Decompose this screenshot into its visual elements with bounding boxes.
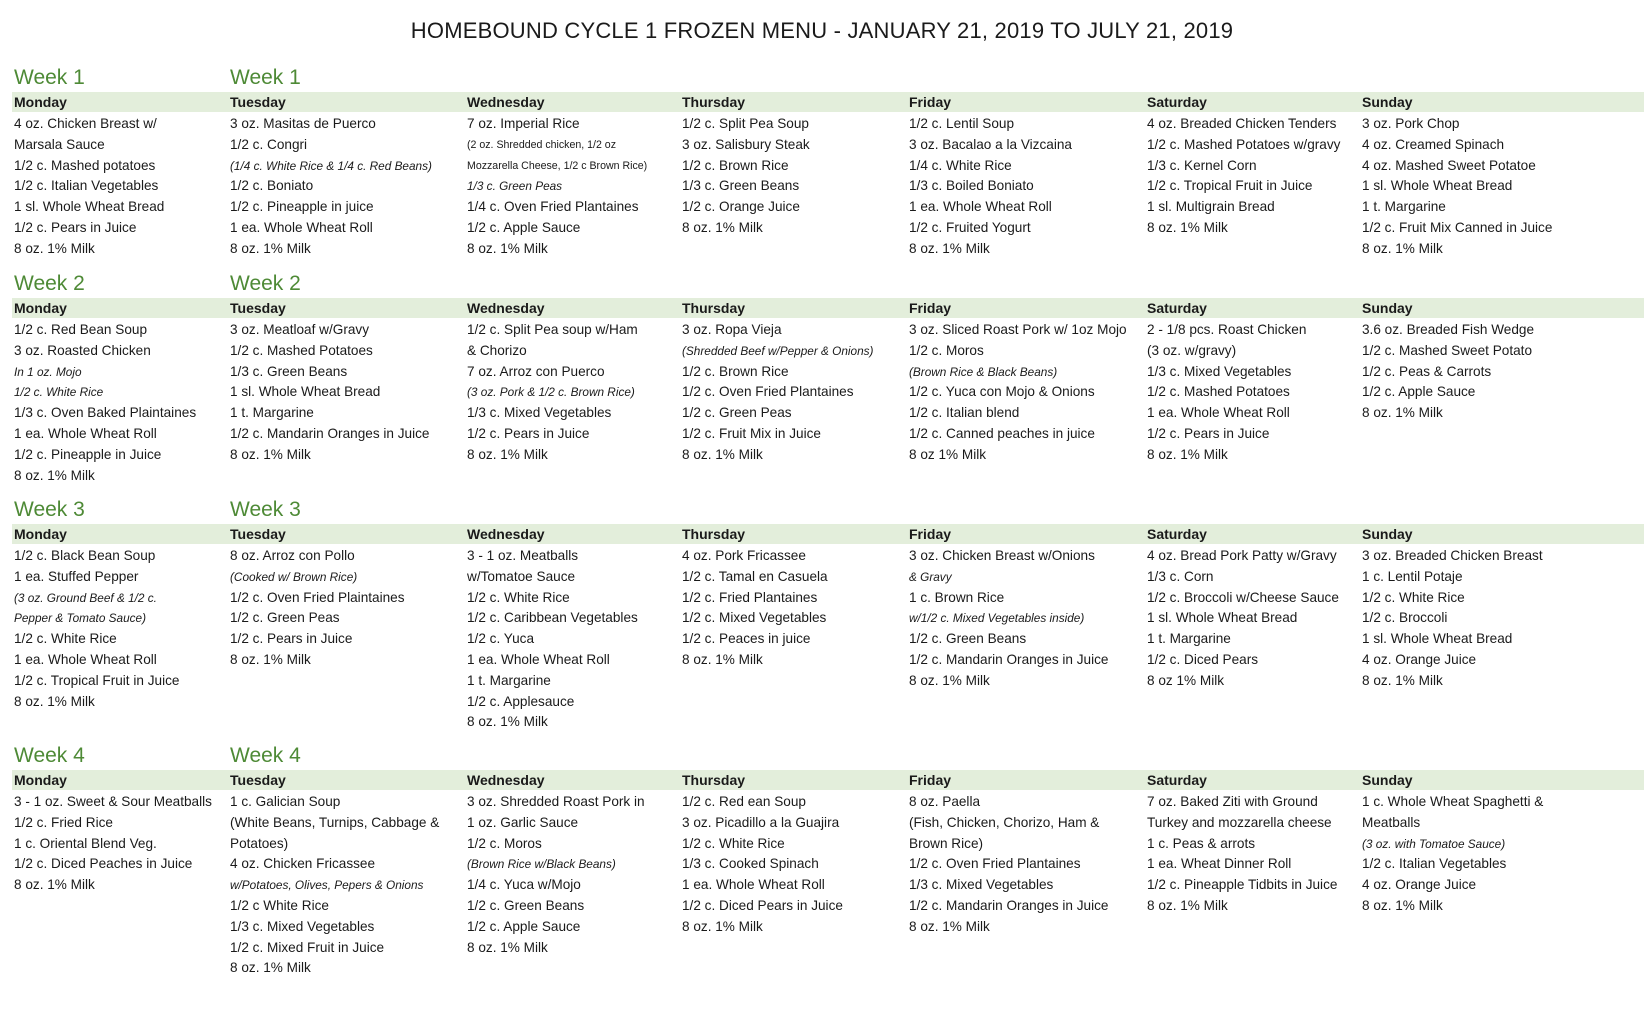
- menu-item: 4 oz. Orange Juice: [1362, 877, 1477, 893]
- menu-item: 1/2 c. Diced Pears in Juice: [682, 897, 843, 913]
- menu-item: 1/3 c. Cooked Spinach: [682, 856, 819, 872]
- menu-item: 1/2 c. Pears in Juice: [230, 631, 353, 647]
- meal-column: [14, 546, 254, 712]
- day-header: Monday: [14, 300, 67, 316]
- day-header: Thursday: [682, 772, 746, 788]
- menu-item: 1/2 c. Yuca con Mojo & Onions: [909, 384, 1095, 400]
- day-header: Tuesday: [230, 300, 286, 316]
- meal-column: [909, 792, 1149, 938]
- meal-column: [14, 114, 254, 260]
- menu-item: Mozzarella Cheese, 1/2 c Brown Rice): [467, 159, 648, 172]
- menu-item: 8 oz. 1% Milk: [909, 918, 990, 934]
- menu-item: 1/2 c. Pears in Juice: [1147, 425, 1270, 441]
- menu-item: 1 ea. Whole Wheat Roll: [230, 219, 373, 235]
- week-label: Week 4: [230, 744, 301, 767]
- menu-item: 8 oz. 1% Milk: [14, 693, 95, 709]
- menu-item: 1/2 c. Fried Plantaines: [682, 589, 818, 605]
- menu-item: 1/2 c. Pineapple in Juice: [14, 446, 162, 462]
- menu-item: (2 oz. Shredded chicken, 1/2 oz: [467, 138, 616, 151]
- menu-item: (White Beans, Turnips, Cabbage &: [230, 814, 440, 830]
- menu-item: 1 ea. Wheat Dinner Roll: [1147, 856, 1292, 872]
- day-header: Thursday: [682, 300, 746, 316]
- menu-item: 3 oz. Shredded Roast Pork in: [467, 794, 645, 809]
- menu-item: 1 sl. Whole Wheat Bread: [1362, 178, 1513, 194]
- day-header: Monday: [14, 94, 67, 110]
- menu-item: 1/2 c. Brown Rice: [682, 157, 789, 173]
- menu-item: 1/2 c. Mandarin Oranges in Juice: [909, 651, 1109, 667]
- menu-item: 3 oz. Picadillo a la Guajira: [682, 814, 840, 830]
- menu-item: 2 - 1/8 pcs. Roast Chicken: [1147, 322, 1307, 337]
- menu-item: 8 oz. Paella: [909, 794, 981, 809]
- menu-item: 1 sl. Whole Wheat Bread: [1362, 631, 1513, 647]
- menu-item: (Brown Rice w/Black Beans): [467, 857, 616, 872]
- meal-column: [467, 546, 707, 733]
- menu-item: 1/4 c. Yuca w/Mojo: [467, 877, 581, 893]
- menu-item: 1 c. Peas & arrots: [1147, 835, 1256, 851]
- menu-item: 4 oz. Orange Juice: [1362, 651, 1477, 667]
- menu-item: 3 oz. Pork Chop: [1362, 116, 1460, 131]
- menu-item: 3 oz. Meatloaf w/Gravy: [230, 322, 370, 337]
- menu-item: 1/2 c. White Rice: [682, 835, 785, 851]
- menu-item: 1/2 c. Broccoli: [1362, 610, 1448, 626]
- menu-item: 3 oz. Bacalao a la Vizcaina: [909, 136, 1072, 152]
- menu-item: (1/4 c. White Rice & 1/4 c. Red Beans): [230, 158, 432, 173]
- menu-item: 4 oz. Creamed Spinach: [1362, 136, 1505, 152]
- meal-column: [230, 320, 470, 466]
- menu-item: 1/2 c. Yuca: [467, 631, 535, 647]
- menu-item: 8 oz. 1% Milk: [1362, 405, 1443, 421]
- menu-item: 1/2 c. Mixed Fruit in Juice: [230, 939, 385, 955]
- menu-item: 1/3 c. Mixed Vegetables: [909, 877, 1054, 893]
- day-header: Tuesday: [230, 772, 286, 788]
- menu-item: Brown Rice): [909, 835, 984, 851]
- meal-column: [682, 114, 922, 239]
- meal-column: [1147, 546, 1387, 692]
- menu-item: 1/2 c White Rice: [230, 897, 329, 913]
- menu-item: Turkey and mozzarella cheese: [1147, 814, 1332, 830]
- menu-item: 1 ea. Whole Wheat Roll: [682, 877, 825, 893]
- menu-item: 3 - 1 oz. Meatballs: [467, 548, 579, 563]
- day-header: Friday: [909, 772, 952, 788]
- menu-item: 1/2 c. Mashed Potatoes: [230, 342, 373, 358]
- menu-item: 1/2 c. Fried Rice: [14, 814, 113, 830]
- meal-column: [1147, 792, 1387, 917]
- menu-item: 8 oz. 1% Milk: [230, 446, 311, 462]
- menu-item: 1/2 c. Diced Peaches in Juice: [14, 856, 193, 872]
- meal-column: [682, 546, 922, 671]
- meal-column: [467, 114, 707, 260]
- menu-item: (Fish, Chicken, Chorizo, Ham &: [909, 814, 1100, 830]
- menu-item: 8 oz. 1% Milk: [682, 651, 763, 667]
- menu-item: 1/2 c. Apple Sauce: [467, 219, 581, 235]
- menu-item: 1/2 c. Fruited Yogurt: [909, 219, 1031, 235]
- menu-item: 1/2 c. Fruit Mix Canned in Juice: [1362, 219, 1553, 235]
- meal-column: [909, 320, 1149, 466]
- menu-item: 1/3 c. Green Beans: [230, 363, 348, 379]
- meal-column: [909, 546, 1149, 692]
- menu-item: 1 sl. Whole Wheat Bread: [1147, 610, 1298, 626]
- day-header: Friday: [909, 94, 952, 110]
- menu-item: 1 ea. Whole Wheat Roll: [467, 651, 610, 667]
- menu-item: 1/2 c. White Rice: [14, 631, 117, 647]
- menu-item: 1/2 c. White Rice: [1362, 589, 1465, 605]
- menu-item: 8 oz. 1% Milk: [230, 651, 311, 667]
- menu-item: 1/2 c. Green Beans: [909, 631, 1027, 647]
- menu-item: 1 ea. Whole Wheat Roll: [14, 651, 157, 667]
- menu-item: 1/3 c. Green Beans: [682, 178, 800, 194]
- menu-item: 4 oz. Breaded Chicken Tenders: [1147, 116, 1337, 131]
- menu-item: 1/3 c. Mixed Vegetables: [467, 405, 612, 421]
- menu-item: 1/2 c. Peas & Carrots: [1362, 363, 1492, 379]
- menu-item: 3 oz. Roasted Chicken: [14, 342, 151, 358]
- menu-item: (Cooked w/ Brown Rice): [230, 569, 358, 584]
- menu-item: 1/2 c. Lentil Soup: [909, 116, 1015, 131]
- menu-item: 1 c. Oriental Blend Veg.: [14, 835, 157, 851]
- menu-item: 1/2 c. Oven Fried Plaintaines: [230, 589, 405, 605]
- menu-item: 1/2 c. Mashed Potatoes w/gravy: [1147, 136, 1341, 152]
- menu-item: 1/4 c. Oven Fried Plantaines: [467, 199, 639, 215]
- menu-item: 1 ea. Whole Wheat Roll: [909, 199, 1052, 215]
- menu-item: 8 oz. 1% Milk: [467, 714, 548, 730]
- menu-item: 1/2 c. Pineapple Tidbits in Juice: [1147, 877, 1338, 893]
- menu-item: 1/2 c. Black Bean Soup: [14, 548, 156, 563]
- menu-item: 7 oz. Baked Ziti with Ground: [1147, 794, 1318, 809]
- meal-column: [682, 320, 922, 466]
- menu-item: 1/2 c. Moros: [467, 835, 542, 851]
- menu-item: 8 oz. 1% Milk: [682, 446, 763, 462]
- menu-item: 1 sl. Whole Wheat Bread: [230, 384, 381, 400]
- menu-item: 1/2 c. White Rice: [467, 589, 570, 605]
- menu-item: 8 oz 1% Milk: [909, 446, 987, 462]
- menu-item: 3 - 1 oz. Sweet & Sour Meatballs: [14, 794, 212, 809]
- menu-item: 1 c. Whole Wheat Spaghetti &: [1362, 794, 1544, 809]
- menu-item: 1 t. Margarine: [467, 672, 551, 688]
- menu-item: 4 oz. Chicken Fricassee: [230, 856, 376, 872]
- menu-item: & Chorizo: [467, 342, 527, 358]
- menu-item: 1 c. Brown Rice: [909, 589, 1005, 605]
- menu-item: 1 t. Margarine: [1362, 199, 1446, 215]
- menu-item: 1/2 c. Green Peas: [682, 405, 792, 421]
- menu-item: 1/2 c. Pineapple in juice: [230, 199, 374, 215]
- menu-item: 8 oz. 1% Milk: [909, 240, 990, 256]
- menu-item: 8 oz 1% Milk: [1147, 672, 1225, 688]
- menu-item: 1/2 c. Split Pea Soup: [682, 116, 809, 131]
- menu-item: 4 oz. Chicken Breast w/: [14, 116, 157, 131]
- menu-item: 1/3 c. Oven Baked Plaintaines: [14, 405, 197, 421]
- day-header: Wednesday: [467, 300, 545, 316]
- meal-column: [1362, 114, 1602, 260]
- menu-item: 1/2 c. Peaces in juice: [682, 631, 811, 647]
- meal-column: [1147, 320, 1387, 466]
- menu-item: 1/2 c. Orange Juice: [682, 199, 800, 215]
- menu-item: 1/2 c. Mixed Vegetables: [682, 610, 827, 626]
- menu-item: w/Tomatoe Sauce: [467, 568, 576, 584]
- menu-item: 7 oz. Arroz con Puerco: [467, 363, 605, 379]
- meal-column: [1147, 114, 1387, 239]
- menu-item: (3 oz. Pork & 1/2 c. Brown Rice): [467, 385, 635, 400]
- menu-item: 3 oz. Salisbury Steak: [682, 136, 810, 152]
- meal-column: [14, 792, 254, 896]
- day-header: Sunday: [1362, 300, 1413, 316]
- day-header: Thursday: [682, 526, 746, 542]
- menu-item: 1/2 c. Moros: [909, 342, 984, 358]
- menu-item: w/1/2 c. Mixed Vegetables inside): [909, 611, 1085, 626]
- menu-item: 1/2 c. Tropical Fruit in Juice: [1147, 178, 1313, 194]
- menu-item: 1/2 c. Pears in Juice: [14, 219, 137, 235]
- menu-item: 1/2 c. Congri: [230, 136, 308, 152]
- menu-item: 8 oz. 1% Milk: [467, 240, 548, 256]
- menu-item: 1/3 c. Boiled Boniato: [909, 178, 1034, 194]
- day-header: Friday: [909, 526, 952, 542]
- menu-item: 1 sl. Whole Wheat Bread: [14, 199, 165, 215]
- menu-item: In 1 oz. Mojo: [14, 364, 82, 379]
- menu-item: 1/3 c. Mixed Vegetables: [230, 918, 375, 934]
- menu-item: 8 oz. 1% Milk: [1147, 897, 1228, 913]
- menu-item: (Shredded Beef w/Pepper & Onions): [682, 343, 874, 358]
- week-label: Week 3: [230, 498, 301, 521]
- menu-item: 1/3 c. Kernel Corn: [1147, 157, 1257, 173]
- menu-item: 1/2 c. Apple Sauce: [467, 918, 581, 934]
- menu-item: 8 oz. 1% Milk: [1147, 219, 1228, 235]
- menu-item: 8 oz. 1% Milk: [467, 939, 548, 955]
- menu-item: 8 oz. 1% Milk: [1362, 240, 1443, 256]
- menu-item: 3 oz. Breaded Chicken Breast: [1362, 548, 1543, 563]
- day-header: Tuesday: [230, 526, 286, 542]
- day-header: Saturday: [1147, 526, 1207, 542]
- menu-item: 1/2 c. Oven Fried Plantaines: [682, 384, 854, 400]
- menu-item: 3 oz. Masitas de Puerco: [230, 116, 376, 131]
- menu-item: (Brown Rice & Black Beans): [909, 364, 1058, 379]
- menu-item: 4 oz. Pork Fricassee: [682, 548, 806, 563]
- menu-item: 1 c. Lentil Potaje: [1362, 568, 1463, 584]
- day-header: Wednesday: [467, 94, 545, 110]
- day-header: Sunday: [1362, 94, 1413, 110]
- menu-item: 8 oz. 1% Milk: [1362, 672, 1443, 688]
- menu-item: 1/2 c. Brown Rice: [682, 363, 789, 379]
- menu-item: 1/2 c. Diced Pears: [1147, 651, 1259, 667]
- day-header: Wednesday: [467, 772, 545, 788]
- menu-item: 1/2 c. Green Peas: [230, 610, 340, 626]
- menu-item: 3 oz. Sliced Roast Pork w/ 1oz Mojo: [909, 322, 1127, 337]
- meal-column: [1362, 792, 1602, 917]
- menu-item: 1/2 c. Mashed Potatoes: [1147, 384, 1290, 400]
- menu-item: 8 oz. 1% Milk: [230, 960, 311, 976]
- week-label: Week 1: [14, 66, 85, 89]
- menu-item: 1/2 c. Italian blend: [909, 405, 1020, 421]
- menu-item: (3 oz. Ground Beef & 1/2 c.: [14, 590, 157, 605]
- day-header: Thursday: [682, 94, 746, 110]
- menu-item: 8 oz. 1% Milk: [909, 672, 990, 688]
- day-header: Monday: [14, 772, 67, 788]
- menu-item: 1/2 c. Tropical Fruit in Juice: [14, 672, 180, 688]
- menu-item: 1 ea. Whole Wheat Roll: [14, 425, 157, 441]
- day-header: Saturday: [1147, 94, 1207, 110]
- menu-item: 1/2 c. Broccoli w/Cheese Sauce: [1147, 589, 1339, 605]
- week-label: Week 4: [14, 744, 85, 767]
- menu-item: Potatoes): [230, 835, 289, 851]
- menu-item: 1/2 c. Tamal en Casuela: [682, 568, 828, 584]
- menu-item: 3.6 oz. Breaded Fish Wedge: [1362, 322, 1535, 337]
- week-label: Week 1: [230, 66, 301, 89]
- menu-item: 7 oz. Imperial Rice: [467, 116, 580, 131]
- menu-item: (3 oz. with Tomatoe Sauce): [1362, 836, 1506, 851]
- menu-item: 1/2 c. Split Pea soup w/Ham: [467, 322, 638, 337]
- menu-item: 1/3 c. Mixed Vegetables: [1147, 363, 1292, 379]
- day-header: Sunday: [1362, 772, 1413, 788]
- day-header: Friday: [909, 300, 952, 316]
- menu-item: Pepper & Tomato Sauce): [14, 611, 147, 626]
- menu-item: 8 oz. 1% Milk: [682, 219, 763, 235]
- menu-item: 1/2 c. White Rice: [14, 385, 104, 400]
- meal-column: [230, 792, 470, 979]
- menu-item: 1/2 c. Oven Fried Plantaines: [909, 856, 1081, 872]
- menu-item: 1/2 c. Mashed potatoes: [14, 157, 156, 173]
- menu-item: 1/2 c. Applesauce: [467, 693, 575, 709]
- menu-item: 1/2 c. Boniato: [230, 178, 314, 194]
- menu-item: (3 oz. w/gravy): [1147, 342, 1237, 358]
- week-label: Week 3: [14, 498, 85, 521]
- menu-item: 1/2 c. Apple Sauce: [1362, 384, 1476, 400]
- meal-column: [230, 546, 470, 671]
- menu-item: & Gravy: [909, 569, 952, 584]
- menu-item: 1/4 c. White Rice: [909, 157, 1012, 173]
- menu-item: 1/2 c. Mashed Sweet Potato: [1362, 342, 1533, 358]
- menu-item: 1/2 c. Red Bean Soup: [14, 322, 148, 337]
- menu-item: 1/2 c. Pears in Juice: [467, 425, 590, 441]
- day-header: Saturday: [1147, 772, 1207, 788]
- menu-item: 1/2 c. Red ean Soup: [682, 794, 806, 809]
- menu-item: 1 ea. Whole Wheat Roll: [1147, 405, 1290, 421]
- menu-item: 1/2 c. Canned peaches in juice: [909, 425, 1095, 441]
- week-label: Week 2: [14, 272, 85, 295]
- meal-column: [1362, 546, 1602, 692]
- menu-item: 1 t. Margarine: [230, 405, 314, 421]
- menu-item: 1 oz. Garlic Sauce: [467, 814, 579, 830]
- menu-item: 1/2 c. Mandarin Oranges in Juice: [230, 425, 430, 441]
- menu-item: 1/2 c. Caribbean Vegetables: [467, 610, 638, 626]
- menu-item: 8 oz. 1% Milk: [1147, 446, 1228, 462]
- meal-column: [230, 114, 470, 260]
- menu-item: 8 oz. 1% Milk: [14, 877, 95, 893]
- meal-column: [1362, 320, 1602, 424]
- menu-item: 4 oz. Mashed Sweet Potatoe: [1362, 157, 1536, 173]
- menu-item: 1/2 c. Italian Vegetables: [1362, 856, 1507, 872]
- meal-column: [467, 792, 707, 958]
- menu-item: 1/2 c. Fruit Mix in Juice: [682, 425, 821, 441]
- menu-item: 1/2 c. Mandarin Oranges in Juice: [909, 897, 1109, 913]
- menu-item: 8 oz. Arroz con Pollo: [230, 548, 355, 563]
- menu-item: 3 oz. Ropa Vieja: [682, 322, 782, 337]
- menu-item: 8 oz. 1% Milk: [1362, 897, 1443, 913]
- menu-item: 8 oz. 1% Milk: [14, 240, 95, 256]
- menu-item: 8 oz. 1% Milk: [230, 240, 311, 256]
- day-header: Tuesday: [230, 94, 286, 110]
- menu-item: Marsala Sauce: [14, 136, 105, 152]
- week-label: Week 2: [230, 272, 301, 295]
- menu-item: 1/2 c. Green Beans: [467, 897, 585, 913]
- menu-item: 8 oz. 1% Milk: [467, 446, 548, 462]
- menu-item: 8 oz. 1% Milk: [14, 467, 95, 483]
- day-header: Wednesday: [467, 526, 545, 542]
- day-header: Monday: [14, 526, 67, 542]
- menu-item: Meatballs: [1362, 814, 1421, 830]
- menu-item: 1/3 c. Corn: [1147, 568, 1214, 584]
- menu-item: 1 sl. Multigrain Bread: [1147, 199, 1275, 215]
- menu-item: 1 t. Margarine: [1147, 631, 1231, 647]
- menu-item: 1 c. Galician Soup: [230, 794, 341, 809]
- meal-column: [682, 792, 922, 938]
- day-header: Saturday: [1147, 300, 1207, 316]
- day-header: Sunday: [1362, 526, 1413, 542]
- menu-title: HOMEBOUND CYCLE 1 FROZEN MENU - JANUARY 21, 2019 TO JULY 21, 2019: [410, 18, 1234, 43]
- menu-item: 3 oz. Chicken Breast w/Onions: [909, 548, 1095, 563]
- meal-column: [14, 320, 254, 486]
- menu-item: 8 oz. 1% Milk: [682, 918, 763, 934]
- menu-item: 1/3 c. Green Peas: [467, 179, 563, 194]
- meal-column: [467, 320, 707, 466]
- meal-column: [909, 114, 1149, 260]
- menu-item: w/Potatoes, Olives, Pepers & Onions: [230, 878, 424, 893]
- menu-item: 4 oz. Bread Pork Patty w/Gravy: [1147, 548, 1337, 563]
- menu-item: 1 ea. Stuffed Pepper: [14, 568, 139, 584]
- menu-item: 1/2 c. Italian Vegetables: [14, 178, 159, 194]
